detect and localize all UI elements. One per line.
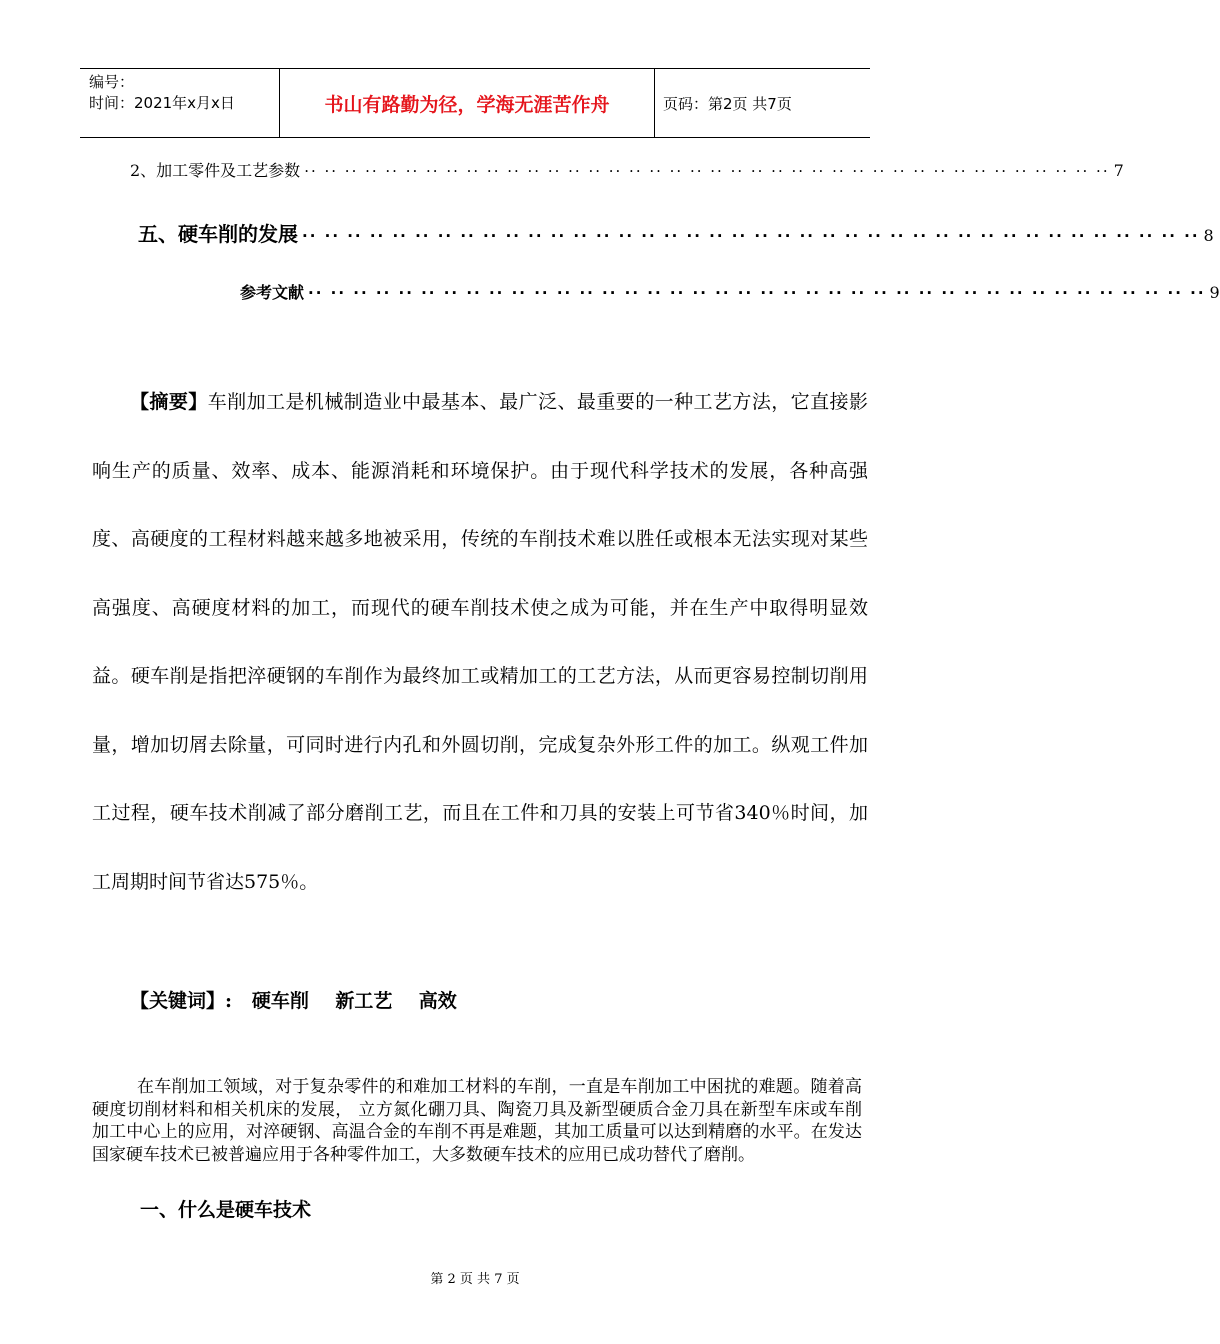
header-meta-cell [80, 69, 280, 137]
header-page-code: 页码：第2页 共7页 [663, 94, 792, 113]
header-motto: 书山有路勤为径，学海无涯苦作舟 [280, 69, 655, 137]
keywords-line: 【关键词】: 硬车削 新工艺 高效 [130, 990, 457, 1012]
toc-leader-dots: ·· ·· ·· ·· ·· ·· ·· ·· ·· ·· ·· ·· ·· ·· ·· ·· ·· ·· ·· ·· ·· ·· ·· ·· ·· ·· ·· ·· ·· ·· ·· ·· ·· ·· ·· ·· ·· ·· ·· ·· [304, 162, 1110, 180]
header-number-label: 编号： [89, 73, 135, 91]
header-time-label: 时间：2021年x月x日 [89, 94, 235, 112]
toc-entry-page: 7 [1113, 161, 1124, 180]
abstract-paragraph [92, 368, 868, 916]
toc-entry-page: 8 [1203, 226, 1214, 245]
toc-leader-dots: ·· ·· ·· ·· ·· ·· ·· ·· ·· ·· ·· ·· ·· ·· ·· ·· ·· ·· ·· ·· ·· ·· ·· ·· ·· ·· ·· ·· ·· ·· ·· ·· ·· ·· ·· ·· ·· ·· ·· ·· [302, 227, 1200, 245]
toc-entry[interactable] [130, 158, 1124, 181]
section-heading: 一、什么是硬车技术 [140, 1199, 312, 1221]
toc-entry[interactable] [138, 218, 1214, 247]
toc-entry[interactable] [240, 280, 1220, 303]
page-footer: 第 2 页 共 7 页 [430, 1272, 520, 1287]
toc-leader-dots: ·· ·· ·· ·· ·· ·· ·· ·· ·· ·· ·· ·· ·· ·· ·· ·· ·· ·· ·· ·· ·· ·· ·· ·· ·· ·· ·· ·· ·· ·· ·· ·· ·· ·· ·· ·· ·· ·· ·· ·· [308, 284, 1206, 302]
abstract-label: 【摘要】 [130, 391, 208, 413]
toc-entry-page: 9 [1209, 283, 1220, 302]
toc-entry-label: 2、加工零件及工艺参数 [130, 161, 301, 180]
intro-paragraph: 在车削加工领域，对于复杂零件的和难加工材料的车削，一直是车削加工中困扰的难题。随着高硬度切削材料和相关机床的发展， 立方氮化硼刀具、陶瓷刀具及新型硬质合金刀具在新型车床或车削加工中心上的应用，对淬硬钢、高温合金的车削不再是难题，其加工质量可以达到精磨的水平。在发达国家硬车技术已被普遍应用于各种零件加工，大多数硬车技术的应用已成功替代了磨削。 [92, 1077, 862, 1165]
document-header [80, 68, 870, 138]
abstract-text: 车削加工是机械制造业中最基本、最广泛、最重要的一种工艺方法，它直接影响生产的质量、效率、成本、能源消耗和环境保护。由于现代科学技术的发展，各种高强度、高硬度的工程材料越来越多地被采用，传统的车削技术难以胜任或根本无法实现对某些高强度、高硬度材料的加工，而现代的硬车削技术使之成为可能，并在生产中取得明显效益。硬车削是指把淬硬钢的车削作为最终加工或精加工的工艺方法，从而更容易控制切削用量，增加切屑去除量，可同时进行内孔和外圆切削，完成复杂外形工件的加工。纵观工件加工过程，硬车技术削减了部分磨削工艺，而且在工件和刀具的安装上可节省340％时间，加工周期时间节省达575％。 [92, 391, 868, 893]
toc-entry-label: 五、硬车削的发展 [138, 222, 298, 246]
toc-entry-label: 参考文献 [240, 283, 305, 302]
